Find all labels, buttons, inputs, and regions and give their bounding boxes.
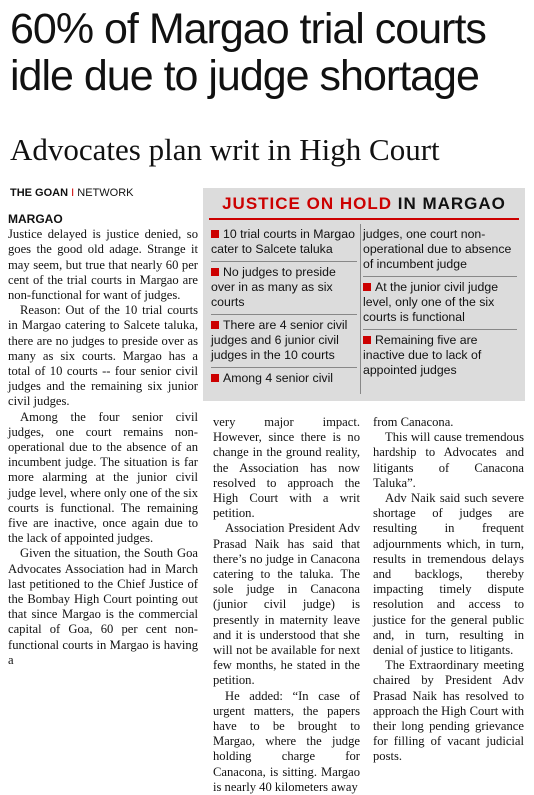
article-paragraph: very major impact. However, since there is no change in the ground reality, the Association has now resolved to approach the High Court with a writ petition. bbox=[213, 415, 360, 521]
article-paragraph: Reason: Out of the 10 trial courts in Margao catering to Salcete taluka, there are no judges to preside over as many as six courts. Margao has a total of 10 courts -- four senior civil judges and the remaining six junior civil judges. bbox=[8, 303, 198, 409]
info-bullet: 10 trial courts in Margao cater to Salcete taluka bbox=[211, 224, 357, 262]
red-square-bullet-icon bbox=[363, 283, 371, 291]
info-bullet: Among 4 senior civil bbox=[211, 368, 357, 390]
article-paragraph: Adv Naik said such severe shortage of judges are resulting in frequent adjournments which, in turn, results in tremendous delays and backlogs, thereby impacting timely dispute resolution and access to justice for the general public and, in turn, resulting in denial of justice to litigants. bbox=[373, 491, 524, 658]
article-paragraph: Among the four senior civil judges, one court remains non-operational due to the absence of an incumbent judge. The situation is far more alarming at the junior civil judge level, where only one of the six courts is functional. The remaining five are inactive, once again due to the lack of appointed judges. bbox=[8, 409, 198, 546]
info-bullet: No judges to preside over in as many as six courts bbox=[211, 262, 357, 315]
article-paragraph: He added: “In case of urgent matters, the papers have to be brought to Margao, where the judge holding charge for Canacona, is sitting. Margao is nearly 40 kilometers away bbox=[213, 688, 360, 794]
article-paragraph: from Canacona. bbox=[373, 415, 454, 429]
headline: 60% of Margao trial courts idle due to judge shortage bbox=[10, 5, 486, 100]
info-box-justice-on-hold bbox=[203, 188, 525, 401]
info-box-column-1 bbox=[211, 224, 357, 390]
info-bullet: There are 4 senior civil judges and 6 junior civil judges in the 10 courts bbox=[211, 315, 357, 368]
article-column-1 bbox=[8, 212, 198, 668]
byline-source: THE GOAN bbox=[10, 187, 69, 199]
byline-network: NETWORK bbox=[77, 187, 134, 199]
dateline: MARGAO bbox=[8, 212, 63, 226]
article-paragraph: This will cause tremendous hardship to Advocates and litigants of Canacona Taluka”. bbox=[373, 430, 524, 490]
red-square-bullet-icon bbox=[211, 374, 219, 382]
article-paragraph: Given the situation, the South Goa Advocates Association had in March last petitioned to the Chief Justice of the Bombay High Court pointing out that since Margao is the commercial capital of Goa, 60 per cent non-functional courts in Margao is having a bbox=[8, 546, 198, 667]
info-box-column-2 bbox=[363, 224, 517, 382]
red-square-bullet-icon bbox=[211, 321, 219, 329]
article-paragraph: The Extraordinary meeting chaired by President Adv Prasad Naik has resolved to approach the High Court with their long pending grievance for filling of vacant judicial posts. bbox=[373, 658, 524, 764]
info-box-title bbox=[203, 194, 525, 214]
info-box-title-black: IN MARGAO bbox=[392, 194, 506, 213]
subheadline: Advocates plan writ in High Court bbox=[10, 132, 440, 167]
info-box-title-red: JUSTICE ON HOLD bbox=[222, 194, 392, 213]
article-column-2 bbox=[213, 415, 360, 795]
red-square-bullet-icon bbox=[211, 268, 219, 276]
article-paragraph: Association President Adv Prasad Naik has said that there’s no judge in Canacona catering to the taluka. The sole judge in Canacona (junior civil judge) is presently in maternity leave and it is understood that she will not be available for next few months, he stated in the petition. bbox=[213, 521, 360, 688]
info-box-rule bbox=[209, 218, 519, 220]
article-paragraph: Justice delayed is justice denied, so goes the good old adage. Strange it may seem, but true that nearly 60 per cent of the trial courts in Margao are non-functional for want of judges. bbox=[8, 227, 198, 303]
info-box-divider bbox=[360, 224, 361, 394]
info-bullet: Remaining five are inactive due to lack of appointed judges bbox=[363, 333, 482, 377]
red-square-bullet-icon bbox=[363, 336, 371, 344]
info-bullet-continued: judges, one court non-operational due to absence of incumbent judge bbox=[363, 224, 517, 277]
red-square-bullet-icon bbox=[211, 230, 219, 238]
article-column-3 bbox=[373, 415, 524, 765]
byline bbox=[10, 187, 133, 199]
byline-separator: I bbox=[71, 187, 75, 199]
info-bullet: At the junior civil judge level, only one of the six courts is functional bbox=[363, 277, 517, 330]
